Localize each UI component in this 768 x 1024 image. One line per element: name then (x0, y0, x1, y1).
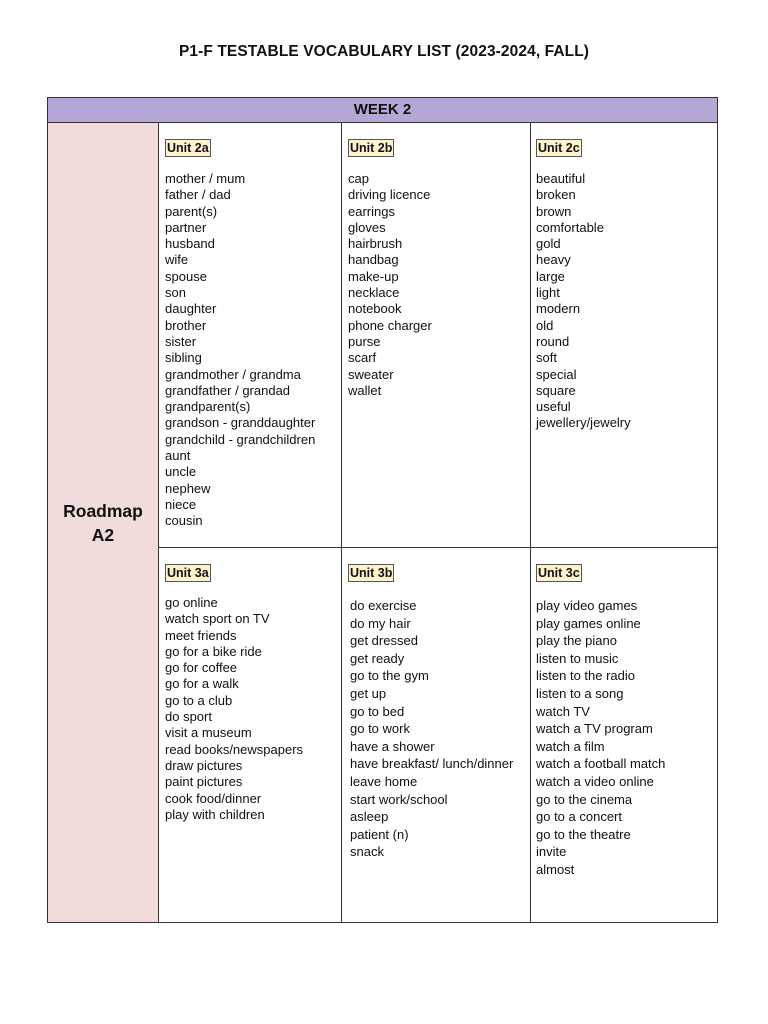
vocab-item: do exercise (350, 598, 417, 613)
vocab-item: go for a walk (165, 676, 239, 692)
vocab-item: notebook (348, 301, 402, 317)
vocab-item: grandmother / grandma (165, 366, 301, 382)
vocab-item: play the piano (536, 633, 617, 649)
vocab-item: square (536, 382, 576, 398)
vocab-item: handbag (348, 252, 399, 268)
vocab-item: go to a concert (536, 809, 622, 825)
vocab-item: asleep (350, 809, 389, 825)
vocab-item: spouse (165, 268, 207, 284)
course-label: Roadmap A2 (63, 500, 143, 545)
vocab-item: phone charger (348, 317, 432, 333)
vocab-item: old (536, 317, 554, 333)
vocab-item: hairbrush (348, 236, 403, 252)
unit-label: Unit 3b (350, 566, 393, 580)
vocab-item: son (165, 285, 186, 301)
vocab-item: go to work (350, 721, 410, 737)
unit-label: Unit 2a (167, 141, 209, 155)
vocab-item: get ready (350, 650, 405, 666)
vocab-item: invite (536, 844, 567, 860)
vocab-item: go for a bike ride (165, 643, 262, 659)
unit-label: Unit 3a (167, 566, 209, 580)
unit-cell-3a (165, 564, 303, 823)
vocab-item: go online (165, 595, 218, 610)
unit-cell-2a (165, 139, 315, 530)
vocab-item: have a shower (350, 738, 435, 754)
vocab-item: watch TV (536, 703, 590, 719)
unit-cell-2c (536, 139, 631, 432)
vocab-item: sweater (348, 366, 394, 382)
vocab-item: listen to the radio (536, 668, 636, 684)
vocab-item: useful (536, 399, 571, 415)
vocab-item: sister (165, 333, 197, 349)
vocab-item: broken (536, 187, 576, 203)
vocab-item: jewellery/jewelry (536, 415, 631, 431)
word-list (536, 171, 631, 432)
vocab-item: mother / mum (165, 171, 246, 186)
unit-label: Unit 2b (350, 141, 393, 155)
word-list (536, 597, 665, 879)
vocab-item: patient (n) (350, 826, 409, 842)
vocab-item: earrings (348, 203, 395, 219)
vocab-item: watch a film (536, 738, 605, 754)
vocab-item: play video games (536, 598, 638, 613)
vocab-item: do sport (165, 709, 212, 725)
vocab-item: play with children (165, 806, 265, 822)
vocabulary-table (47, 97, 718, 923)
vocab-item: paint pictures (165, 774, 243, 790)
vocab-item: special (536, 366, 577, 382)
vocab-item: go to the gym (350, 668, 429, 684)
vocab-item: comfortable (536, 219, 604, 235)
vocab-item: grandfather / grandad (165, 382, 291, 398)
vocab-item: play games online (536, 615, 641, 631)
word-list (165, 595, 303, 823)
vocab-item: grandchild - grandchildren (165, 431, 316, 447)
vocab-item: go to bed (350, 703, 405, 719)
vocab-item: wife (165, 252, 189, 268)
vocab-item: watch sport on TV (165, 611, 270, 627)
vocab-item: purse (348, 333, 381, 349)
vocab-item: niece (165, 496, 197, 512)
vocab-item: have breakfast/ lunch/dinner (350, 756, 514, 772)
vocab-item: husband (165, 236, 215, 252)
vocab-item: scarf (348, 350, 377, 366)
unit-label: Unit 3c (538, 566, 580, 580)
vocab-item: leave home (350, 773, 418, 789)
vocab-item: snack (350, 844, 384, 860)
vocab-item: heavy (536, 252, 571, 268)
vocab-item: go to the cinema (536, 791, 633, 807)
unit-cell-3c (536, 564, 665, 879)
vocab-item: modern (536, 301, 581, 317)
vocab-item: watch a football match (536, 756, 666, 772)
vocab-item: partner (165, 219, 207, 235)
vocab-item: listen to a song (536, 685, 624, 701)
vocab-item: start work/school (350, 791, 448, 807)
vocab-item: watch a video online (536, 773, 654, 789)
document-title: P1-F TESTABLE VOCABULARY LIST (2023-2024, FALL) (178, 43, 590, 60)
vocab-item: round (536, 333, 570, 349)
vocab-item: nephew (165, 480, 211, 496)
vocab-item: soft (536, 350, 557, 366)
row-divider (159, 547, 717, 548)
vocab-item: cook food/dinner (165, 790, 262, 806)
vocab-item: cousin (165, 513, 203, 529)
unit-label: Unit 2c (538, 141, 580, 155)
vocab-item: make-up (348, 268, 399, 284)
vocab-item: draw pictures (165, 757, 243, 773)
vocab-item: parent(s) (165, 203, 218, 219)
vocab-item: go for coffee (165, 660, 238, 676)
week-header: WEEK 2 (48, 98, 717, 123)
vocab-item: beautiful (536, 171, 586, 186)
vocab-item: brother (165, 317, 207, 333)
vocab-item: sibling (165, 350, 202, 366)
vocab-item: read books/newspapers (165, 741, 304, 757)
vocab-item: watch a TV program (536, 721, 653, 737)
vocab-item: large (536, 268, 565, 284)
word-list (165, 171, 315, 530)
word-list (350, 597, 513, 861)
vocab-item: go to a club (165, 692, 233, 708)
vocab-item: gloves (348, 219, 386, 235)
vocab-item: brown (536, 203, 572, 219)
vocab-item: uncle (165, 464, 197, 480)
vocab-item: necklace (348, 285, 400, 301)
vocab-item: father / dad (165, 187, 231, 203)
vocab-item: wallet (348, 382, 382, 398)
vocab-item: grandson - granddaughter (165, 415, 316, 431)
vocab-item: gold (536, 236, 561, 252)
column-divider (341, 123, 342, 922)
vocab-item: do my hair (350, 615, 411, 631)
vocab-item: meet friends (165, 627, 237, 643)
vocab-item: get up (350, 685, 387, 701)
vocab-item: go to the theatre (536, 826, 631, 842)
vocab-item: get dressed (350, 633, 418, 649)
vocab-item: light (536, 285, 560, 301)
course-side-cell (48, 123, 159, 922)
vocab-item: visit a museum (165, 725, 252, 741)
vocab-item: listen to music (536, 650, 619, 666)
unit-cell-2b (348, 139, 432, 399)
vocab-item: daughter (165, 301, 217, 317)
vocab-item: aunt (165, 448, 191, 464)
vocab-item: almost (536, 861, 575, 877)
vocab-item: driving licence (348, 187, 431, 203)
word-list (348, 171, 432, 399)
unit-cell-3b (348, 564, 513, 861)
column-divider (530, 123, 531, 922)
vocab-item: grandparent(s) (165, 399, 251, 415)
vocab-item: cap (348, 171, 369, 186)
